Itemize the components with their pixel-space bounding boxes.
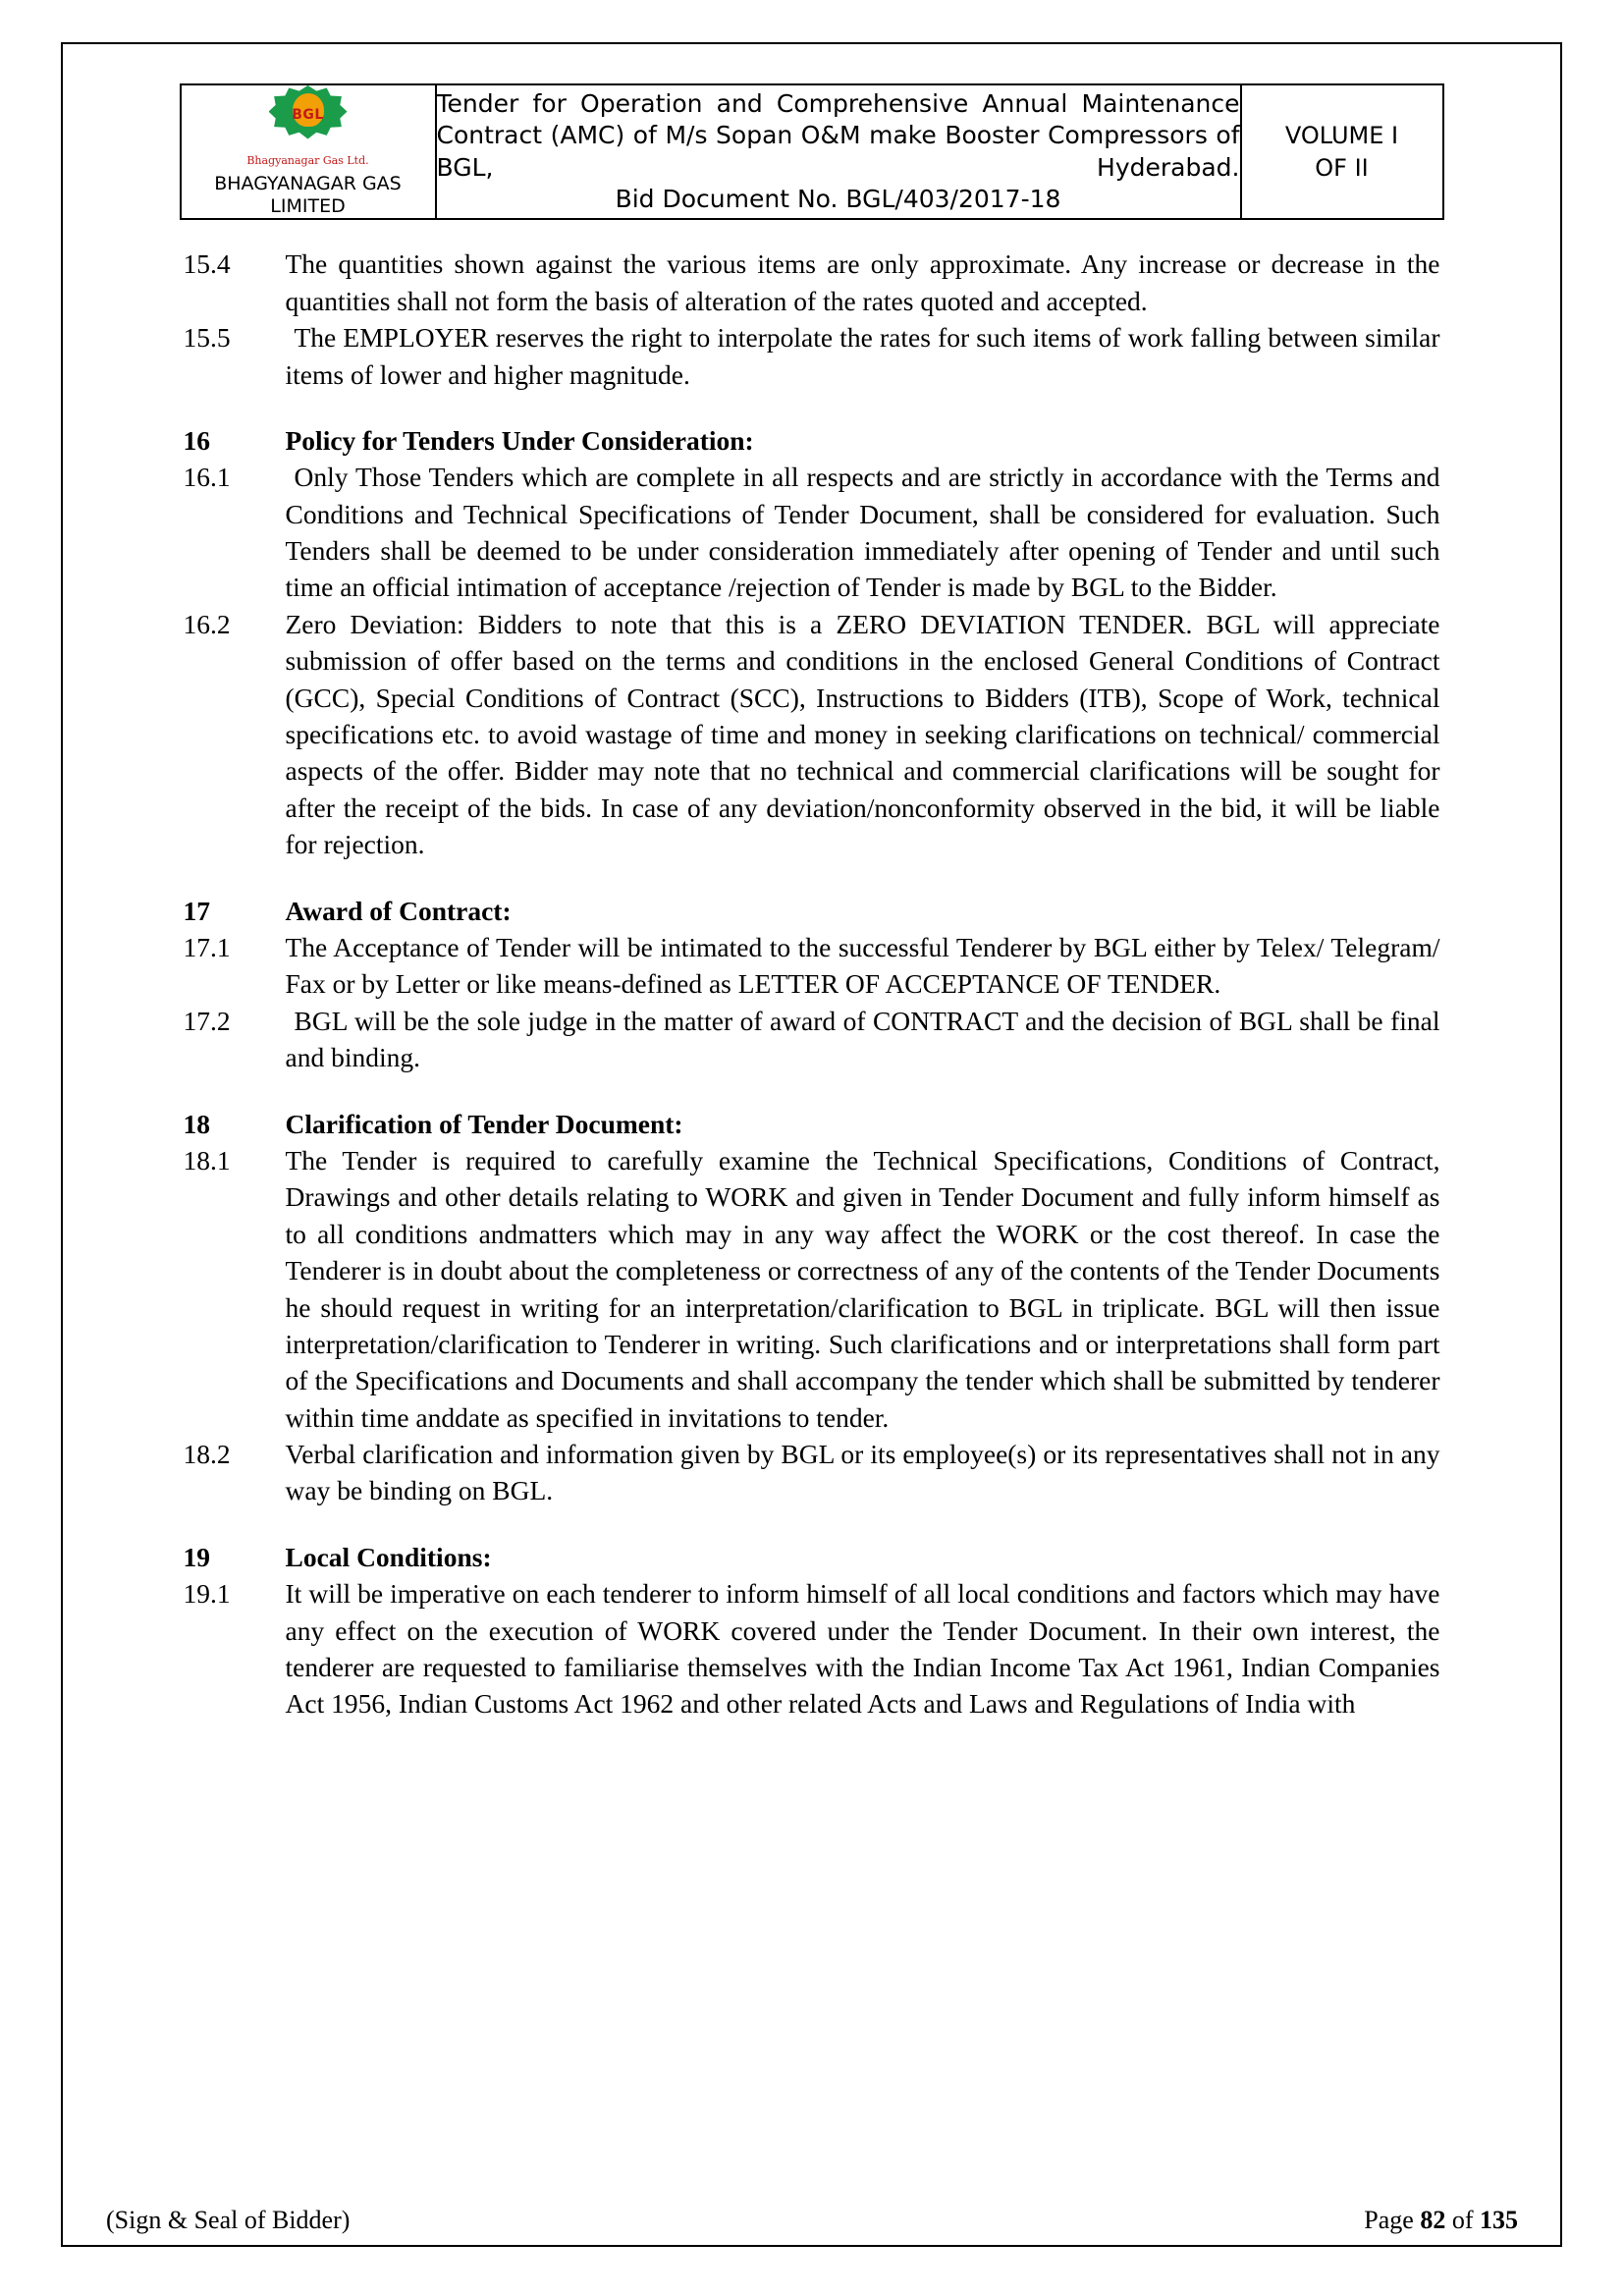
clause-15-4 xyxy=(184,246,1440,319)
logo-tagline: Bhagyanagar Gas Ltd. xyxy=(246,154,369,167)
clause-number: 18.2 xyxy=(183,1439,231,1470)
clause-number: 18.1 xyxy=(183,1144,231,1175)
clause-16-2 xyxy=(184,606,1440,863)
clause-number: 17.2 xyxy=(183,1005,231,1036)
clause-number: 18 xyxy=(183,1108,210,1139)
clause-18-2 xyxy=(184,1436,1440,1509)
clause-text: Clarification of Tender Document: xyxy=(285,1108,683,1139)
company-name-line2: LIMITED xyxy=(270,195,346,218)
clause-text: The EMPLOYER reserves the right to interpolate the rates for such items of work falling between similar items of lower and higher magnitude. xyxy=(285,322,1440,390)
clause-18-heading xyxy=(184,1106,1440,1142)
clause-number: 16.2 xyxy=(183,608,231,639)
clause-number: 17.1 xyxy=(183,931,231,962)
clause-15-5 xyxy=(184,319,1440,393)
clause-19-1 xyxy=(184,1575,1440,1722)
header-volume-cell xyxy=(1241,84,1443,219)
page-content xyxy=(61,42,1562,2247)
clause-17-heading xyxy=(184,893,1440,929)
clause-16-1 xyxy=(184,459,1440,606)
bgl-logo-icon xyxy=(263,85,353,152)
header-doc-number: Bid Document No. BGL/403/2017-18 xyxy=(615,185,1061,214)
clause-text: Only Those Tenders which are complete in all respects and are strictly in accordance with the Terms and Conditions and Technical Specifications of Tender Document, shall be considered for evaluation. Such Tenders shall be deemed to be under consideration immediately after opening of Tender and until such time an official intimation of acceptance /rejection of Tender is made by BGL to the Bidder. xyxy=(285,462,1440,603)
document-header-table xyxy=(180,83,1444,220)
footer-page-prefix: Page xyxy=(1364,2206,1414,2234)
clause-text: Policy for Tenders Under Consideration: xyxy=(285,424,754,456)
clause-number: 16.1 xyxy=(183,462,231,493)
footer-page-of: of xyxy=(1451,2206,1474,2234)
clause-number: 16 xyxy=(183,424,210,456)
clause-text: It will be imperative on each tenderer to inform himself of all local conditions and factors which may have any effect on the execution of WORK covered under the Tender Document. In their own interest, the tenderer are requested to familiarise themselves with the Indian Income Tax Act 1961, Indian Companies Act 1956, Indian Customs Act 1962 and other related Acts and Laws and Regulations of India with xyxy=(285,1578,1440,1720)
clause-text: Award of Contract: xyxy=(285,895,512,926)
volume-line1: VOLUME I xyxy=(1284,122,1399,150)
clause-17-1 xyxy=(184,929,1440,1003)
volume-line2: OF II xyxy=(1315,153,1369,182)
clause-text: Local Conditions: xyxy=(285,1541,492,1572)
page-footer xyxy=(106,2206,1518,2235)
clause-text: BGL will be the sole judge in the matter of award of CONTRACT and the decision of BGL shall be final and binding. xyxy=(285,1005,1440,1073)
clause-text: The Acceptance of Tender will be intimated to the successful Tenderer by BGL either by Telex/ Telegram/ Fax or by Letter or like means-defined as LETTER OF ACCEPTANCE OF TENDER. xyxy=(285,931,1440,1000)
clause-text: The quantities shown against the various items are only approximate. Any increase or decrease in the quantities shall not form the basis of alteration of the rates quoted and accepted. xyxy=(285,248,1440,316)
clause-text: The Tender is required to carefully examine the Technical Specifications, Conditions of Contract, Drawings and other details relating to WORK and given in Tender Document and fully inform himself as to all conditions andmatters which may in any way affect the WORK or the cost thereof. In case the Tenderer is in doubt about the completeness or correctness of any of the contents of the Tender Documents he should request in writing for an interpretation/clarification to BGL in triplicate. BGL will then issue interpretation/clarification to Tenderer in writing. Such clarifications and or interpretations shall form part of the Specifications and Documents and shall accompany the tender which shall be submitted by tenderer within time anddate as specified in invitations to tender. xyxy=(285,1144,1440,1433)
footer-signature-label: (Sign & Seal of Bidder) xyxy=(106,2206,351,2234)
clause-17-2 xyxy=(184,1003,1440,1076)
clause-19-heading xyxy=(184,1539,1440,1575)
header-title-text: Tender for Operation and Comprehensive Annual Maintenance Contract (AMC) of M/s Sopan O&M make Booster Compressors of BGL, Hyderabad. xyxy=(436,88,1240,182)
clause-number: 15.5 xyxy=(183,322,231,354)
footer-total-pages: 135 xyxy=(1480,2206,1518,2234)
clause-number: 15.4 xyxy=(183,248,231,280)
clause-text: Zero Deviation: Bidders to note that this is a ZERO DEVIATION TENDER. BGL will appreciate submission of offer based on the terms and conditions in the enclosed General Conditions of Contract (GCC), Special Conditions of Contract (SCC), Instructions to Bidders (ITB), Scope of Work, technical specifications etc. to avoid wastage of time and money in seeking clarifications on technical/ commercial aspects of the offer. Bidder may note that no technical and commercial clarifications will be sought for after the receipt of the bids. In case of any deviation/nonconformity observed in the bid, it will be liable for rejection. xyxy=(285,608,1440,860)
footer-current-page: 82 xyxy=(1420,2206,1446,2234)
clause-list xyxy=(184,246,1440,1722)
header-logo-cell xyxy=(181,84,436,219)
header-title-cell xyxy=(436,84,1241,219)
clause-16-heading xyxy=(184,422,1440,459)
clause-number: 17 xyxy=(183,895,210,926)
clause-text: Verbal clarification and information given by BGL or its employee(s) or its representatives shall not in any way be binding on BGL. xyxy=(285,1439,1440,1506)
footer-page-number xyxy=(1364,2206,1518,2235)
logo-monogram-text: BGL xyxy=(292,107,324,123)
company-name-line1: BHAGYANAGAR GAS xyxy=(214,173,402,194)
clause-18-1 xyxy=(184,1142,1440,1436)
clause-number: 19.1 xyxy=(183,1578,231,1610)
clause-number: 19 xyxy=(183,1541,210,1572)
